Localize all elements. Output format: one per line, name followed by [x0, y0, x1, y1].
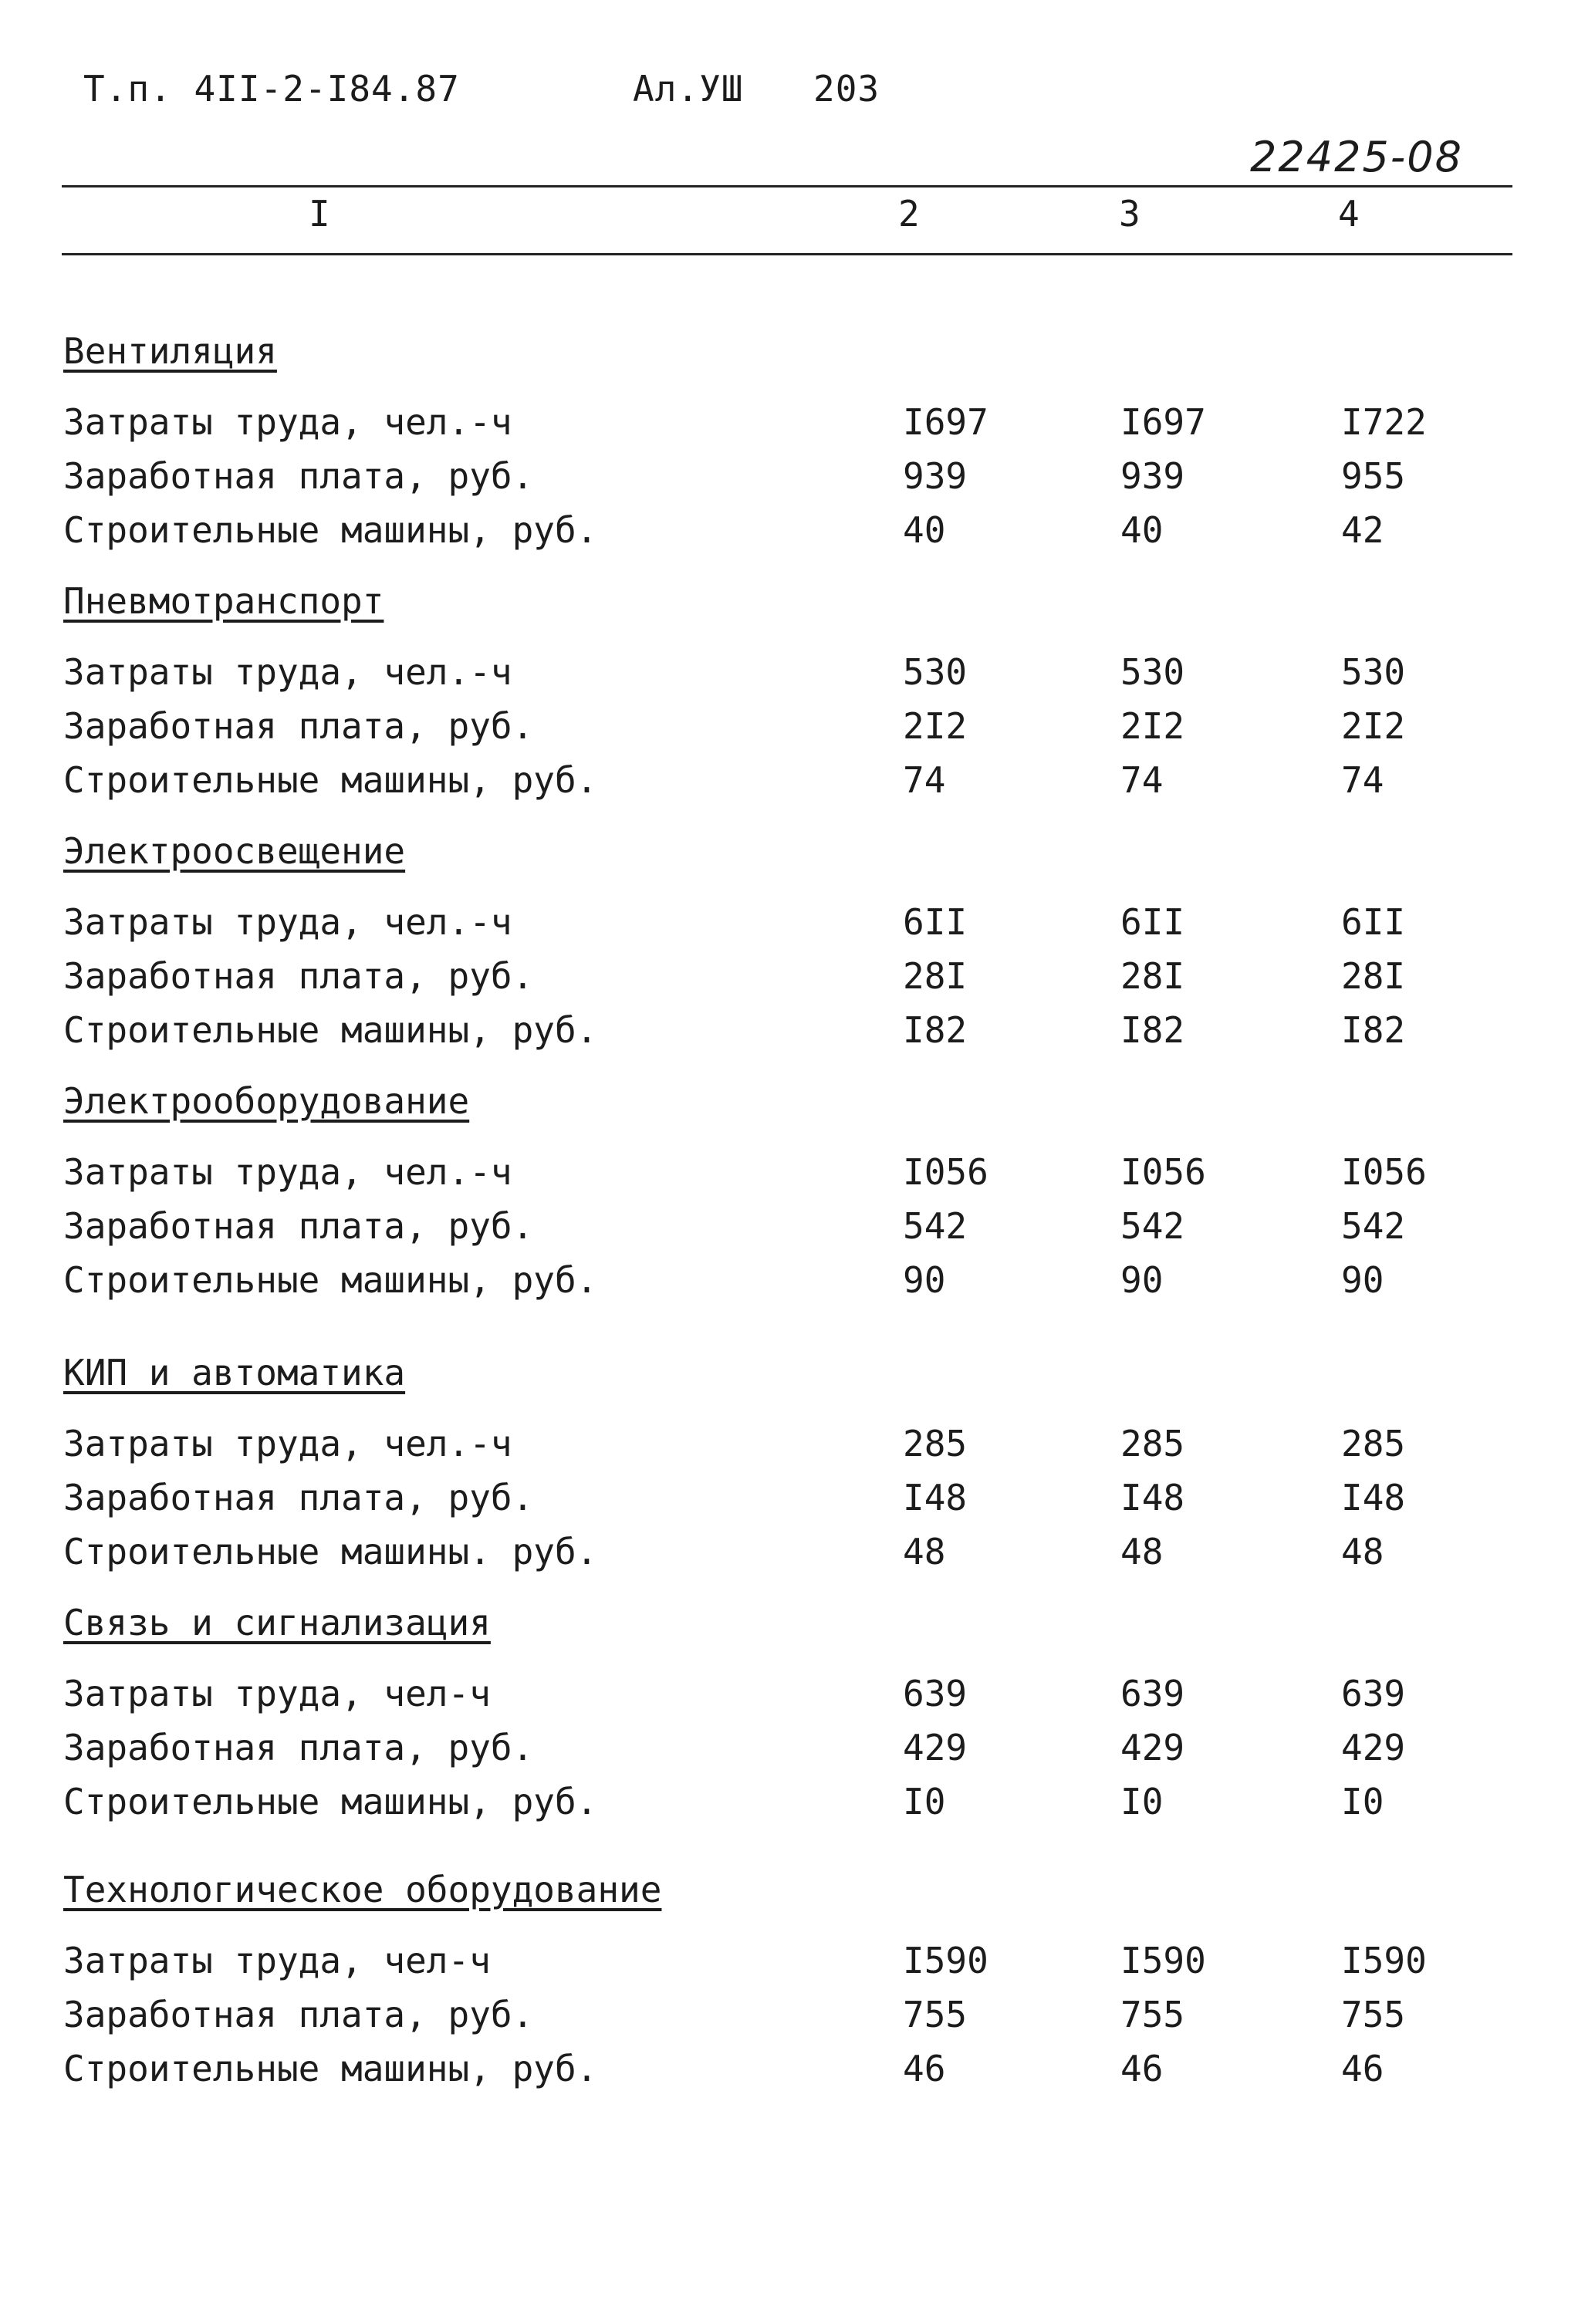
value-col-2: 939 [903, 455, 968, 497]
value-col-2: I697 [903, 401, 988, 443]
value-col-4: I48 [1341, 1477, 1406, 1518]
row-label: Заработная плата, руб. [63, 1727, 534, 1768]
value-col-4: 429 [1341, 1727, 1406, 1768]
row-label: Заработная плата, руб. [63, 955, 534, 997]
value-col-2: 6II [903, 901, 968, 943]
value-col-2: 429 [903, 1727, 968, 1768]
section-title: Связь и сигнализация [63, 1602, 491, 1643]
row-label: Строительные машины, руб. [63, 1259, 598, 1301]
value-col-4: 285 [1341, 1423, 1406, 1464]
value-col-4: 6II [1341, 901, 1406, 943]
page-number: 203 [813, 68, 880, 110]
value-col-2: 755 [903, 1994, 968, 2035]
value-col-2: 542 [903, 1205, 968, 1247]
value-col-3: I0 [1120, 1781, 1164, 1822]
value-col-4: 955 [1341, 455, 1406, 497]
value-col-4: I0 [1341, 1781, 1384, 1822]
value-col-4: 46 [1341, 2048, 1384, 2089]
table-top-rule [62, 185, 1512, 187]
value-col-3: I48 [1120, 1477, 1185, 1518]
value-col-3: 530 [1120, 651, 1185, 693]
value-col-2: 639 [903, 1673, 968, 1714]
row-label: Затраты труда, чел.-ч [63, 1423, 512, 1464]
table-header-rule [62, 253, 1512, 255]
value-col-2: 2I2 [903, 705, 968, 747]
value-col-3: I697 [1120, 401, 1206, 443]
value-col-3: 6II [1120, 901, 1185, 943]
value-col-2: I48 [903, 1477, 968, 1518]
value-col-2: 48 [903, 1531, 946, 1572]
document-reference: Т.п. 4II-2-I84.87 [83, 68, 460, 110]
value-col-2: 285 [903, 1423, 968, 1464]
row-label: Строительные машины, руб. [63, 2048, 598, 2089]
value-col-4: 48 [1341, 1531, 1384, 1572]
row-label: Заработная плата, руб. [63, 1205, 534, 1247]
value-col-3: 90 [1120, 1259, 1164, 1301]
row-label: Строительные машины, руб. [63, 509, 598, 551]
section-title: КИП и автоматика [63, 1352, 406, 1393]
value-col-4: I82 [1341, 1009, 1406, 1051]
section-title: Электроосвещение [63, 830, 406, 872]
value-col-3: 46 [1120, 2048, 1164, 2089]
value-col-4: 755 [1341, 1994, 1406, 2035]
row-label: Заработная плата, руб. [63, 1994, 534, 2035]
section-title: Технологическое оборудование [63, 1869, 662, 1910]
row-label: Затраты труда, чел.-ч [63, 401, 512, 443]
value-col-4: I722 [1341, 401, 1427, 443]
value-col-3: 28I [1120, 955, 1185, 997]
value-col-3: 939 [1120, 455, 1185, 497]
value-col-2: 90 [903, 1259, 946, 1301]
value-col-2: 530 [903, 651, 968, 693]
section-title: Вентиляция [63, 330, 277, 372]
value-col-3: 639 [1120, 1673, 1185, 1714]
value-col-4: 639 [1341, 1673, 1406, 1714]
value-col-4: 530 [1341, 651, 1406, 693]
value-col-3: 74 [1120, 759, 1164, 801]
column-header-1: I [309, 193, 330, 235]
value-col-4: 74 [1341, 759, 1384, 801]
handwritten-stamp-number: 22425-08 [1250, 133, 1463, 181]
row-label: Затраты труда, чел.-ч [63, 1151, 512, 1193]
value-col-2: 74 [903, 759, 946, 801]
value-col-4: 42 [1341, 509, 1384, 551]
value-col-3: I82 [1120, 1009, 1185, 1051]
value-col-2: 46 [903, 2048, 946, 2089]
row-label: Заработная плата, руб. [63, 705, 534, 747]
section-title: Электрооборудование [63, 1080, 470, 1122]
value-col-2: I82 [903, 1009, 968, 1051]
column-header-4: 4 [1338, 193, 1360, 235]
value-col-2: 40 [903, 509, 946, 551]
row-label: Строительные машины. руб. [63, 1531, 598, 1572]
row-label: Заработная плата, руб. [63, 1477, 534, 1518]
row-label: Строительные машины, руб. [63, 759, 598, 801]
value-col-4: I590 [1341, 1940, 1427, 1981]
value-col-3: 2I2 [1120, 705, 1185, 747]
value-col-4: I056 [1341, 1151, 1427, 1193]
value-col-3: 429 [1120, 1727, 1185, 1768]
section-title: Пневмотранспорт [63, 580, 384, 622]
value-col-4: 90 [1341, 1259, 1384, 1301]
value-col-4: 28I [1341, 955, 1406, 997]
value-col-4: 542 [1341, 1205, 1406, 1247]
value-col-3: 40 [1120, 509, 1164, 551]
row-label: Затраты труда, чел.-ч [63, 651, 512, 693]
row-label: Строительные машины, руб. [63, 1781, 598, 1822]
value-col-3: 542 [1120, 1205, 1185, 1247]
row-label: Затраты труда, чел.-ч [63, 901, 512, 943]
value-col-2: I0 [903, 1781, 946, 1822]
value-col-3: 755 [1120, 1994, 1185, 2035]
row-label: Затраты труда, чел-ч [63, 1673, 491, 1714]
value-col-4: 2I2 [1341, 705, 1406, 747]
row-label: Затраты труда, чел-ч [63, 1940, 491, 1981]
row-label: Строительные машины, руб. [63, 1009, 598, 1051]
sheet-label: Ал.УШ [633, 68, 744, 110]
column-header-2: 2 [898, 193, 920, 235]
value-col-2: I056 [903, 1151, 988, 1193]
value-col-3: I590 [1120, 1940, 1206, 1981]
value-col-2: 28I [903, 955, 968, 997]
value-col-2: I590 [903, 1940, 988, 1981]
value-col-3: 48 [1120, 1531, 1164, 1572]
value-col-3: 285 [1120, 1423, 1185, 1464]
column-header-3: 3 [1119, 193, 1140, 235]
row-label: Заработная плата, руб. [63, 455, 534, 497]
value-col-3: I056 [1120, 1151, 1206, 1193]
